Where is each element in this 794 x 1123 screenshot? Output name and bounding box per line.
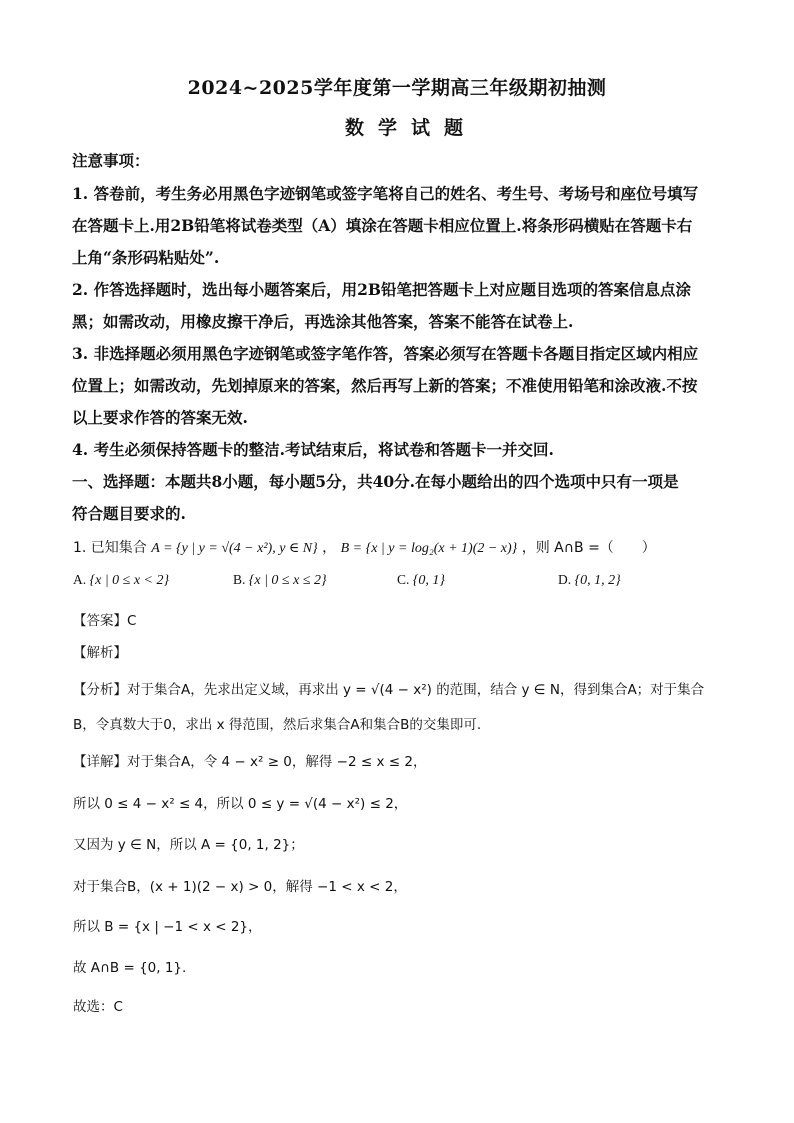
section-heading-line-2: 符合题目要求的.	[72, 504, 186, 523]
notice-item-1-line-1: 1. 答卷前，考生务必用黑色字迹钢笔或签字笔将自己的姓名、考生号、考场号和座位号填写	[72, 184, 699, 203]
notice-item-3-line-3: 以上要求作答的答案无效.	[72, 408, 248, 427]
fenxi-line-2: B，令真数大于0，求出 x 得范围，然后求集合A和集合B的交集即可.	[73, 717, 482, 733]
detail-line-5: 所以 B = {x | −1 < x < 2}，	[73, 919, 262, 935]
question-ask: ，则 A∩B =（ ）	[521, 540, 656, 556]
notice-item-1-line-2: 在答题卡上.用2B铅笔将试卷类型（A）填涂在答题卡相应位置上.将条形码横贴在答题卡右	[72, 216, 693, 235]
set-a-expression: A = {y | y = √(4 − x²), y ∈ N}	[151, 541, 318, 556]
page-title: 2024~2025学年度第一学期高三年级期初抽测	[187, 77, 607, 99]
question-prefix: 1. 已知集合	[73, 540, 147, 556]
notice-item-1-line-3: 上角“条形码粘贴处”.	[72, 248, 220, 267]
detail-line-3: 又因为 y ∈ N，所以 A = {0, 1, 2}；	[73, 837, 304, 853]
page-subtitle: 数学试题	[344, 117, 477, 139]
notice-item-3-line-2: 位置上；如需改动，先划掉原来的答案，然后再写上新的答案；不准使用铅笔和涂改液.不按	[72, 376, 698, 395]
notice-item-2-line-2: 黑；如需改动，用橡皮擦干净后，再选涂其他答案，答案不能答在试卷上.	[72, 312, 574, 331]
set-b-expression: B = {x | y = log₂(x + 1)(2 − x)}	[340, 541, 518, 556]
fenxi-line-1	[73, 678, 704, 698]
fenxi-tag: 【分析】	[73, 682, 127, 698]
option-c-text: {0, 1}	[412, 573, 445, 588]
answer-line	[73, 609, 136, 629]
detail-line-6: 故 A∩B = {0, 1}.	[73, 960, 187, 976]
answer-value: C	[127, 613, 137, 629]
answer-tag: 【答案】	[73, 613, 127, 629]
option-d	[558, 572, 621, 589]
option-b	[233, 572, 327, 589]
option-b-text: {x | 0 ≤ x ≤ 2}	[248, 573, 327, 588]
analysis-tag: 【解析】	[73, 645, 127, 661]
detail-line-1	[73, 750, 426, 770]
option-d-label: D.	[558, 572, 572, 587]
fenxi-text-1: 对于集合A，先求出定义域，再求出 y = √(4 − x²) 的范围，结合 y ∈ N，得到集合A；对于集合	[127, 682, 705, 698]
option-c-label: C.	[397, 572, 410, 587]
option-b-label: B.	[233, 572, 246, 587]
notice-item-2-line-1: 2. 作答选择题时，选出每小题答案后，用2B铅笔把答题卡上对应题目选项的答案信息点涂	[72, 280, 691, 299]
detail-line-4: 对于集合B，(x + 1)(2 − x) > 0，解得 −1 < x < 2，	[73, 879, 407, 895]
question-1	[73, 537, 656, 557]
notice-item-4-line-1: 4. 考生必须保持答题卡的整洁.考试结束后，将试卷和答题卡一并交回.	[72, 440, 554, 459]
notice-heading: 注意事项：	[72, 151, 150, 170]
detail-line-2: 所以 0 ≤ 4 − x² ≤ 4，所以 0 ≤ y = √(4 − x²) ≤ 2，	[73, 796, 408, 812]
option-c	[397, 572, 445, 589]
option-a-label: A.	[73, 572, 87, 587]
option-a-text: {x | 0 ≤ x < 2}	[89, 573, 170, 588]
option-d-text: {0, 1, 2}	[574, 573, 621, 588]
detail-text-1: 对于集合A，令 4 − x² ≥ 0，解得 −2 ≤ x ≤ 2，	[127, 754, 427, 770]
option-a	[73, 572, 169, 589]
detail-tag: 【详解】	[73, 754, 127, 770]
question-comma: ，	[322, 540, 337, 556]
section-heading-line-1: 一、选择题：本题共8小题，每小题5分，共40分.在每小题给出的四个选项中只有一项是	[72, 472, 679, 491]
detail-line-7: 故选：C	[73, 999, 123, 1015]
notice-item-3-line-1: 3. 非选择题必须用黑色字迹钢笔或签字笔作答，答案必须写在答题卡各题目指定区域内相应	[72, 344, 699, 363]
